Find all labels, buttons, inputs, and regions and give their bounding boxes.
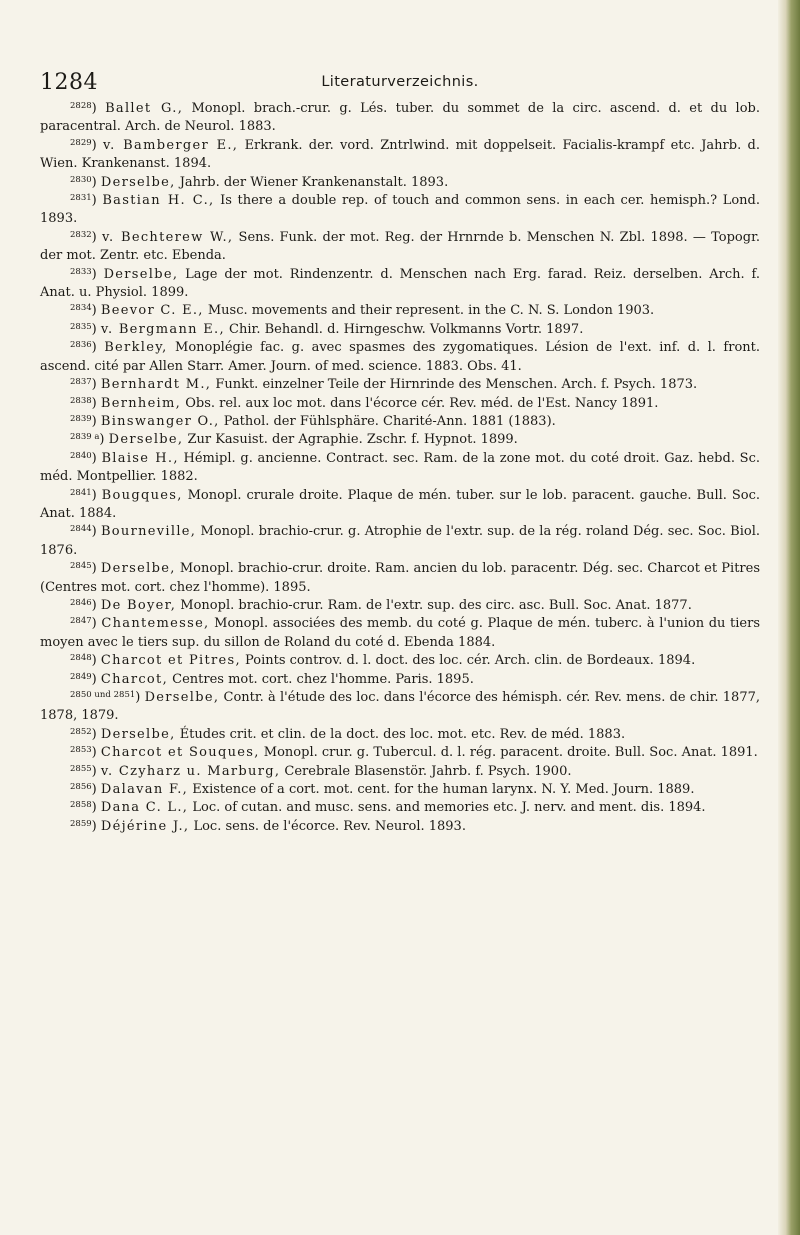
- entry-number-paren: ): [91, 597, 101, 613]
- bibliography-entry: [40, 376, 760, 394]
- entry-author: Binswanger O.,: [100, 413, 220, 429]
- entry-number-paren: ): [91, 266, 104, 282]
- entry-author: Berkley,: [104, 340, 168, 356]
- entry-number: 2845: [70, 561, 92, 572]
- entry-number-paren: ): [91, 745, 101, 761]
- entry-number: 2837: [70, 377, 92, 388]
- entry-number-paren: ): [91, 229, 102, 245]
- entry-author: v. Bechterew W.,: [101, 229, 234, 245]
- entry-number: 2836: [70, 340, 92, 351]
- entry-author: Derselbe,: [103, 266, 179, 282]
- entry-number-paren: ): [91, 671, 101, 687]
- bibliography-entry: [40, 726, 760, 744]
- entry-text: Monopl. associées des memb. du coté g. Plaque de mén. tuberc. à l'union du tiers moyen avec le tiers sup. du sillon de Roland du coté d. Ebenda 1884.: [40, 616, 760, 650]
- entry-number: 2833: [70, 266, 92, 277]
- entry-number-paren: ): [91, 800, 101, 816]
- page-header: [40, 70, 760, 100]
- entry-number: 2853: [70, 745, 92, 756]
- entry-number: 2838: [70, 395, 92, 406]
- entry-number: 2832: [70, 229, 92, 240]
- bibliography-entry: [40, 100, 760, 137]
- entry-number-paren: ): [91, 321, 101, 337]
- entry-number: 2858: [70, 800, 92, 811]
- entry-text: Cerebrale Blasenstör. Jahrb. f. Psych. 1900.: [280, 763, 572, 779]
- entry-number-paren: ): [91, 616, 102, 632]
- bibliography-entry: [40, 799, 760, 817]
- bibliography-entry: [40, 229, 760, 266]
- entry-number: 2846: [70, 597, 92, 608]
- entry-text: Monopl. brachio-crur. droite. Ram. ancien du lob. paracentr. Dég. sec. Charcot et Pitres (Centres mot. cort. chez l'homme). 1895.: [40, 561, 760, 595]
- entry-author: Derselbe,: [144, 690, 220, 705]
- entry-number-paren: ): [91, 413, 101, 429]
- entry-author: Blaise H.,: [101, 450, 179, 466]
- entry-author: Bernhardt M.,: [100, 377, 212, 393]
- bibliography-entry: [40, 560, 760, 597]
- entry-number-paren: ): [135, 690, 145, 705]
- entry-number-paren: ): [91, 377, 101, 393]
- entry-number: 2849: [70, 671, 92, 682]
- entry-text: Centres mot. cort. chez l'homme. Paris. 1895.: [168, 671, 474, 687]
- entry-author: v. Bamberger E.,: [103, 137, 239, 153]
- entry-author: Charcot et Pitres,: [100, 653, 241, 669]
- bibliography-entry: [40, 781, 760, 799]
- entry-number: 2859: [70, 818, 92, 829]
- entry-author: Déjérine J.,: [100, 818, 190, 834]
- entry-number: 2856: [70, 782, 92, 793]
- entry-text: Loc. of cutan. and musc. sens. and memories etc. J. nerv. and ment. dis. 1894.: [188, 800, 706, 816]
- entry-text: Loc. sens. de l'écorce. Rev. Neurol. 1893.: [189, 818, 466, 834]
- entry-number-paren: ): [91, 101, 106, 116]
- entry-author: Beevor C. E.,: [100, 303, 204, 319]
- bibliography-entry: [40, 652, 760, 670]
- entry-number: 2844: [70, 524, 92, 535]
- entry-number-paren: ): [91, 395, 101, 411]
- entry-author: Bastian H. C.,: [102, 193, 215, 209]
- entry-number: 2848: [70, 653, 92, 664]
- entry-number-paren: ): [91, 561, 101, 577]
- entry-author: Derselbe,: [108, 432, 184, 448]
- bibliography-entry: [40, 744, 760, 762]
- entry-text: Lage der mot. Rindenzentr. d. Menschen nach Erg. farad. Reiz. derselben. Arch. f. Anat. u. Physiol. 1899.: [40, 266, 760, 301]
- entry-text: Pathol. der Fühlsphäre. Charité-Ann. 1881 (1883).: [219, 413, 556, 429]
- bibliography-entry: [40, 413, 760, 431]
- entry-number-paren: ): [91, 487, 102, 503]
- bibliography-entry: [40, 450, 760, 487]
- entry-author: Chantemesse,: [101, 616, 210, 632]
- entry-text: Contr. à l'étude des loc. dans l'écorce des hémisph. cér. Rev. mens. de chir. 1877, 1878, 1879.: [40, 690, 760, 724]
- bibliography-entry: [40, 321, 760, 339]
- entry-number: 2855: [70, 763, 92, 774]
- entry-number: 2829: [70, 137, 92, 148]
- entry-number-paren: ): [91, 818, 101, 834]
- entry-author: Charcot et Souques,: [100, 745, 260, 761]
- entry-text: Obs. rel. aux loc mot. dans l'écorce cér. Rev. méd. de l'Est. Nancy 1891.: [181, 395, 659, 411]
- entry-number-paren: ): [91, 303, 101, 319]
- entry-number: 2831: [70, 193, 92, 204]
- entry-text: Erkrank. der. vord. Zntrlwind. mit doppelseit. Facialis-krampf etc. Jahrb. d. Wien. Krankenanst. 1894.: [40, 137, 760, 172]
- bibliography-entry: [40, 339, 760, 376]
- entry-number: 2852: [70, 726, 92, 737]
- bibliography-entry: [40, 192, 760, 229]
- bibliography-entry: [40, 671, 760, 689]
- bibliography-entry: [40, 597, 760, 615]
- entry-number-paren: ): [91, 137, 104, 153]
- entry-number: 2830: [70, 174, 92, 185]
- entry-number-paren: ): [91, 763, 101, 779]
- bibliography-list: [40, 100, 760, 836]
- entry-number: 2841: [70, 487, 92, 498]
- bibliography-entry: [40, 689, 760, 726]
- entry-text: Monoplégie fac. g. avec spasmes des zygomatiques. Lésion de l'ext. inf. d. l. front. ascend. cité par Allen Starr. Amer. Journ. of med. science. 1883. Obs. 41.: [40, 340, 760, 374]
- bibliography-entry: [40, 431, 760, 449]
- entry-author: Derselbe,: [100, 561, 176, 577]
- bibliography-entry: [40, 174, 760, 192]
- entry-number-paren: ): [91, 340, 105, 356]
- entry-number: 2839 a: [70, 432, 100, 443]
- entry-number: 2839: [70, 413, 92, 424]
- entry-text: Points controv. d. l. doct. des loc. cér. Arch. clin. de Bordeaux. 1894.: [240, 653, 696, 669]
- entry-text: Sens. Funk. der mot. Reg. der Hrnrnde b. Menschen N. Zbl. 1898. — Topogr. der mot. Zentr. etc. Ebenda.: [40, 229, 760, 264]
- entry-text: Musc. movements and their represent. in the C. N. S. London 1903.: [203, 303, 655, 319]
- page-number: 1284: [40, 70, 98, 95]
- bibliography-entry: [40, 523, 760, 560]
- bibliography-entry: [40, 763, 760, 781]
- entry-author: v. Czyharz u. Marburg,: [100, 763, 281, 779]
- entry-number-paren: ): [91, 174, 101, 190]
- entry-text: Hémipl. g. ancienne. Contract. sec. Ram. de la zone mot. du coté droit. Gaz. hebd. Sc. méd. Montpellier. 1882.: [40, 450, 760, 485]
- entry-number: 2835: [70, 321, 92, 332]
- entry-number-paren: ): [91, 782, 101, 798]
- running-head: Literaturverzeichnis.: [321, 74, 479, 90]
- entry-text: Études crit. et clin. de la doct. des loc. mot. etc. Rev. de méd. 1883.: [175, 726, 626, 742]
- bibliography-entry: [40, 395, 760, 413]
- bibliography-entry: [40, 266, 760, 303]
- entry-author: Derselbe,: [100, 726, 176, 742]
- entry-number: 2847: [70, 616, 92, 627]
- entry-number-paren: ): [91, 524, 101, 540]
- entry-number-paren: ): [91, 193, 103, 209]
- entry-number: 2834: [70, 303, 92, 314]
- bibliography-entry: [40, 487, 760, 524]
- entry-text: Chir. Behandl. d. Hirngeschw. Volkmanns Vortr. 1897.: [224, 321, 584, 337]
- entry-text: Is there a double rep. of touch and common sens. in each cer. hemisph.? Lond. 1893.: [40, 193, 760, 227]
- entry-text: Monopl. brach.-crur. g. Lés. tuber. du sommet de la circ. ascend. d. et du lob. paracentral. Arch. de Neurol. 1883.: [40, 101, 760, 135]
- entry-author: De Boyer,: [100, 597, 177, 613]
- entry-author: Bernheim,: [100, 395, 182, 411]
- entry-number-paren: ): [91, 450, 102, 466]
- entry-number: 2850 und 2851: [70, 690, 136, 700]
- entry-text: Monopl. crur. g. Tubercul. d. l. rég. paracent. droite. Bull. Soc. Anat. 1891.: [259, 745, 758, 761]
- entry-author: v. Bergmann E.,: [100, 321, 225, 337]
- entry-author: Dana C. L.,: [100, 800, 189, 816]
- bibliography-entry: [40, 137, 760, 174]
- entry-text: Funkt. einzelner Teile der Hirnrinde des Menschen. Arch. f. Psych. 1873.: [211, 377, 698, 393]
- entry-text: Monopl. brachio-crur. Ram. de l'extr. sup. des circ. asc. Bull. Soc. Anat. 1877.: [176, 597, 692, 613]
- bibliography-entry: [40, 615, 760, 652]
- entry-number-paren: ): [99, 432, 109, 448]
- entry-number: 2828: [70, 101, 92, 111]
- entry-number-paren: ): [91, 726, 101, 742]
- bibliography-entry: [40, 302, 760, 320]
- entry-author: Ballet G.,: [105, 101, 184, 116]
- entry-text: Jahrb. der Wiener Krankenanstalt. 1893.: [175, 174, 449, 190]
- entry-text: Existence of a cort. mot. cent. for the human larynx. N. Y. Med. Journ. 1889.: [188, 782, 695, 798]
- entry-author: Charcot,: [100, 671, 169, 687]
- entry-author: Derselbe,: [100, 174, 176, 190]
- bibliography-entry: [40, 818, 760, 836]
- entry-text: Monopl. crurale droite. Plaque de mén. tuber. sur le lob. paracent. gauche. Bull. Soc. Anat. 1884.: [40, 487, 760, 521]
- entry-author: Dalavan F.,: [100, 782, 189, 798]
- entry-number-paren: ): [91, 653, 101, 669]
- entry-author: Bougques,: [101, 487, 183, 503]
- page-edge-shadow: [778, 0, 800, 1235]
- entry-text: Monopl. brachio-crur. g. Atrophie de l'extr. sup. de la rég. roland Dég. sec. Soc. Biol. 1876.: [40, 524, 760, 558]
- entry-author: Bourneville,: [100, 524, 197, 540]
- entry-number: 2840: [70, 450, 92, 461]
- entry-text: Zur Kasuist. der Agraphie. Zschr. f. Hypnot. 1899.: [183, 432, 518, 448]
